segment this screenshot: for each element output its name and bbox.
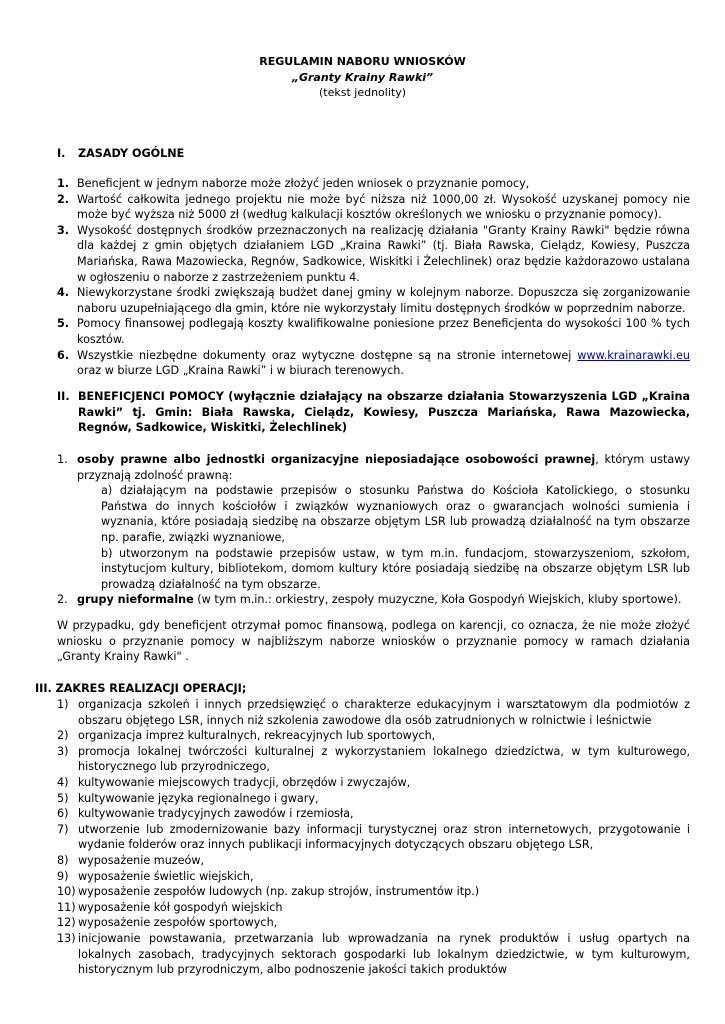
list-item-number: 1. <box>57 453 68 466</box>
sub-item-text: b) utworzonym na podstawie przepisów ustaw, w tym m.in. fundacjom, stowarzyszeniom, szkołom, instytucjom kultury, bibliotekom, domom kultury które posiadają siedzibę na obszarze objętym LSR lub prowadzą działalność na tym obszarze. <box>101 546 690 591</box>
list-item-text: Wysokość dostępnych środków przeznaczonych na realizację działania "Granty Krainy Rawki" będzie równa dla każdej z gmin objętych działaniem LGD „Kraina Rawki” (tj. Biała Rawska, Cielądz, Kowiesy, Puszcza Mariańska, Rawa Mazowiecka, Regnów, Sadkowice, Wiskitki i Żelechlinek) oraz będzie każdorazowo ustalana w ogłoszeniu o naborze z zastrzeżeniem punktu 4. <box>77 223 690 284</box>
list-item-number: 10) <box>57 885 76 899</box>
list-item-number: 1. <box>57 177 70 190</box>
list-item-number: 6) <box>57 807 69 821</box>
list-item-text: utworzenie lub zmodernizowanie bazy informacji turystycznej oraz stron internetowych, przygotowanie i wydanie folderów oraz innych publikacji informacyjnych dotyczących obszaru objętego LSR, <box>78 822 690 852</box>
list-item-text: wyposażenie kół gospodyń wiejskich <box>78 900 283 914</box>
list-item-text: wyposażenie zespołów ludowych (np. zakup strojów, instrumentów itp.) <box>78 885 480 899</box>
sub-item-b <box>77 546 690 593</box>
sub-item-a <box>77 483 690 545</box>
list-item-text: organizacja szkoleń i innych przedsięwzięć o charakterze edukacyjnym i warsztatowym dla podmiotów z obszaru objętego LSR, innych niż szkolenia zawodowe dla osób zatrudnionych w rolnictwie i leśnictwie <box>78 698 690 727</box>
list-item-text: kultywowanie tradycyjnych zawodów i rzemiosła, <box>78 807 354 821</box>
list-item-text: Wszystkie niezbędne dokumenty oraz wytyczne dostępne są na stronie internetowej <box>77 348 578 362</box>
list-item-number: 3. <box>57 223 70 237</box>
section-2-number: II. <box>57 390 70 403</box>
list-item-number: 6. <box>57 348 70 362</box>
website-link[interactable]: www.krainarawki.eu <box>577 348 690 362</box>
list-item-number: 5) <box>57 791 69 805</box>
list-item <box>57 853 690 869</box>
list-item-text: , którym ustawy przyznają zdolność prawną: <box>77 453 690 482</box>
list-item-text: (w tym m.in.: orkiestry, zespoły muzyczne, Koła Gospodyń Wiejskich, kluby sportowe). <box>193 593 682 607</box>
list-item-number: 13) <box>57 931 76 945</box>
list-item-text: organizacja imprez kulturalnych, rekreacyjnych lub sportowych, <box>78 729 436 743</box>
section-1-list <box>57 176 690 379</box>
list-item-number: 1) <box>57 698 69 711</box>
list-item <box>57 452 690 592</box>
list-item-number: 4. <box>57 286 70 300</box>
list-item <box>57 223 690 285</box>
list-item-number: 4) <box>57 775 69 789</box>
section-2-paragraph: W przypadku, gdy beneficjent otrzymał pomoc finansową, podlega on karencji, co oznacza, że nie może złożyć wniosku o przyznanie pomocy w najbliższym naborze wniosków o przyznanie pomocy w ramach działania „Granty Krainy Rawki" . <box>57 619 690 664</box>
list-item-number: 7) <box>57 822 69 836</box>
document-title: REGULAMIN NABORU WNIOSKÓW <box>259 55 466 68</box>
list-item <box>57 592 690 608</box>
sub-list <box>77 483 690 592</box>
list-item <box>57 791 690 807</box>
list-item-text: promocja lokalnej twórczości kulturalnej z wykorzystaniem lokalnego dziedzictwa, w tym kulturowego, historycznego lub przyrodniczego, <box>78 744 690 774</box>
list-item-text: Wartość całkowita jednego projektu nie może być niższa niż 1000,00 zł. Wysokość uzyskanej pomocy nie może być wyższa niż 5000 zł (według kalkulacji kosztów określonych we wniosku o przyznanie pomocy). <box>77 192 690 222</box>
list-item-number: 2) <box>57 729 69 743</box>
list-item-bold: osoby prawne albo jednostki organizacyjne nieposiadające osobowości prawnej <box>77 453 596 466</box>
list-item-number: 2. <box>57 593 68 607</box>
list-item <box>57 915 690 931</box>
list-item <box>57 348 690 379</box>
list-item <box>57 192 690 223</box>
section-2-title <box>78 389 690 436</box>
list-item-text: Pomocy finansowej podlegają koszty kwalifikowalne poniesione przez Beneficjenta do wysokości 100 % tych kosztów. <box>77 317 690 346</box>
list-item-number: 8) <box>57 853 69 867</box>
sub-item-text: a) działającym na podstawie przepisów o stosunku Państwa do Kościoła Katolickiego, o stosunku Państwa do innych kościołów i związków wyznaniowych oraz o gwarancjach wolności sumienia i wyznania, które posiadają siedzibę na obszarze objętym LSR lub prowadzą działalność na tym obszarze np. parafie, związki wyznaniowe, <box>101 484 690 544</box>
list-item <box>57 316 690 347</box>
list-item <box>57 869 690 885</box>
list-item-text: kultywowanie języka regionalnego i gwary, <box>78 791 319 805</box>
list-item <box>57 931 690 978</box>
list-item-bold: grupy nieformalne <box>77 593 194 607</box>
section-3-title: III. ZAKRES REALIZACJI OPERACJI; <box>35 682 247 695</box>
list-item-text: wyposażenie muzeów, <box>78 853 205 867</box>
list-item <box>57 775 690 791</box>
list-item <box>57 806 690 822</box>
list-item <box>57 744 690 775</box>
list-item <box>57 822 690 853</box>
document-note: (tekst jednolity) <box>318 86 407 99</box>
list-item-text: Beneficjent w jednym naborze może złożyć jeden wniosek o przyznanie pomocy, <box>77 177 530 190</box>
list-item <box>57 728 690 744</box>
list-item-number: 9) <box>57 869 69 883</box>
section-1-number: I. <box>57 147 66 160</box>
list-item-number: 12) <box>57 916 76 930</box>
list-item-text: kultywowanie miejscowych tradycji, obrzędów i zwyczajów, <box>78 775 411 789</box>
document-subtitle: „Granty Krainy Rawki” <box>291 71 434 84</box>
section-2-list <box>57 452 690 608</box>
list-item <box>57 176 690 192</box>
list-item-number: 2. <box>57 192 70 206</box>
list-item-text: wyposażenie świetlic wiejskich, <box>78 869 254 883</box>
list-item-text: wyposażenie zespołów sportowych, <box>78 916 278 930</box>
list-item <box>57 285 690 316</box>
section-2-title-text: BENEFICJENCI POMOCY (wyłącznie działający na obszarze działania Stowarzyszenia LGD „Kraina Rawki” tj. Gmin: Biała Rawska, Cielądz, Kowiesy, Puszcza Mariańska, Rawa Mazowiecka, Regnów, Sadkowice, Wiskitki, Żelechlinek) <box>78 390 690 435</box>
list-item-number: 5. <box>57 317 70 331</box>
list-item-number: 11) <box>57 900 76 914</box>
list-item-text-end: oraz w biurze LGD „Kraina Rawki” i w biurach terenowych. <box>77 364 404 378</box>
list-item <box>57 900 690 916</box>
list-item-number: 3) <box>57 744 69 758</box>
section-1-title: ZASADY OGÓLNE <box>78 147 185 160</box>
list-item <box>57 697 690 728</box>
list-item <box>57 884 690 900</box>
section-3-list <box>57 697 690 978</box>
list-item-text: inicjowanie powstawania, przetwarzania lub wprowadzania na rynek produktów i usług opartych na lokalnych zasobach, tradycyjnych sektorach gospodarki lub lokalnym dziedzictwie, w tym kulturowym, historycznym lub przyrodniczym, albo podnoszenie jakości takich produktów <box>78 931 690 977</box>
list-item-text: Niewykorzystane środki zwiększają budżet danej gminy w kolejnym naborze. Dopuszcza się zorganizowanie naboru uzupełniającego dla gmin, które nie wykorzystały limitu dostępnych środków w poprzednim naborze. <box>77 286 690 315</box>
